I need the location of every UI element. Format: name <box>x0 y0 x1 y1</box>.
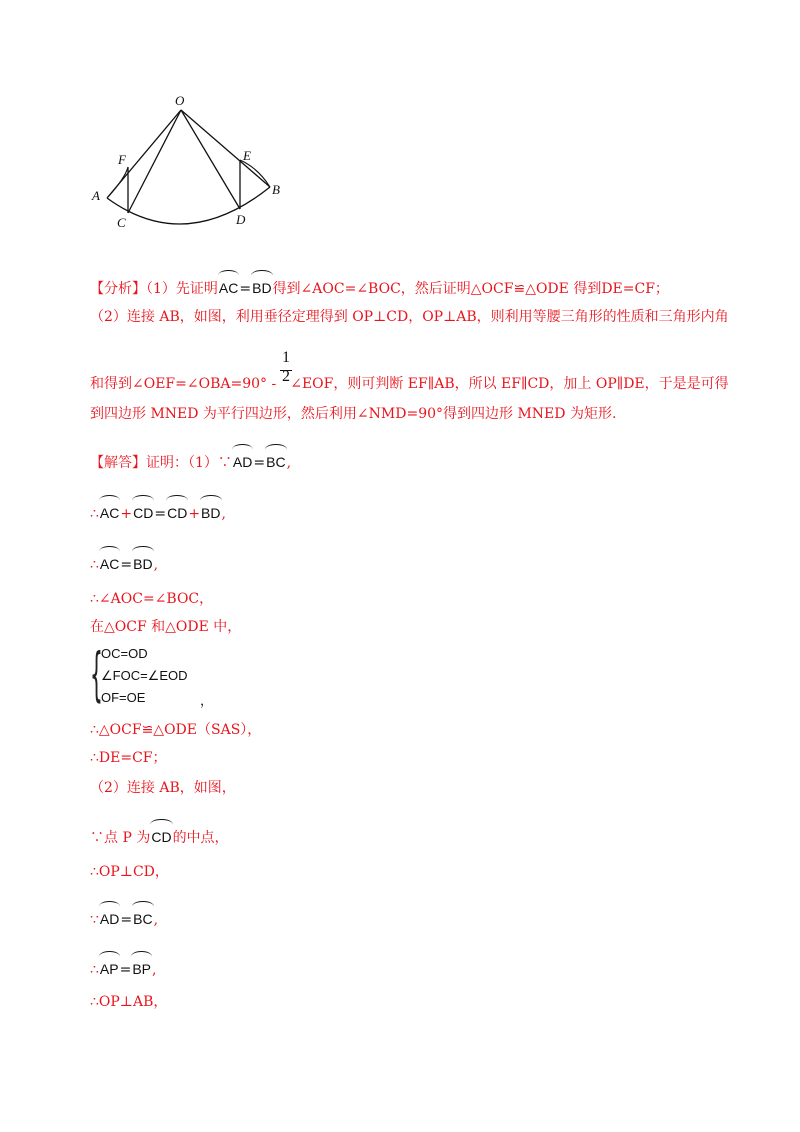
brace-icon: { <box>90 640 103 708</box>
label-A: A <box>92 188 100 203</box>
solution-line-4: ∴∠AOC=∠BOC， <box>90 591 214 607</box>
segment-OC <box>128 110 181 213</box>
solution-line-10: ∴OP⊥CD， <box>90 864 169 880</box>
analysis-line-4: 到四边形 MNED 为平行四边形，然后利用∠NMD=90°得到四边形 MNED 为矩形. <box>90 406 617 422</box>
solution-line-7: ∴DE=CF； <box>90 750 167 766</box>
geometry-figure <box>0 0 800 240</box>
solution-line-1: 【解答】证明：（1）∵AD=BC, <box>90 446 291 473</box>
solution-line-5: 在△OCF 和△ODE 中， <box>90 619 242 635</box>
fraction-denominator: 2 <box>282 368 290 385</box>
label-D: D <box>236 212 246 227</box>
segment-OB <box>181 110 270 187</box>
label-E: E <box>243 148 251 163</box>
solution-line-13: ∴OP⊥AB， <box>90 994 168 1010</box>
label-C: C <box>117 215 126 230</box>
arc-ac: AC <box>219 272 238 298</box>
solution-line-11: ∵AD=BC, <box>90 903 158 930</box>
solution-line-3: ∴AC=BD, <box>90 548 158 575</box>
solution-line-2: ∴AC+CD=CD+BD, <box>90 497 226 524</box>
solution-line-8: （2）连接 AB，如图， <box>90 780 236 796</box>
analysis-line-1: 【分析】（1）先证明AC=BD得到∠AOC=∠BOC，然后证明△OCF≌△ODE 得到DE=CF； <box>90 272 669 299</box>
analysis-tag: 【分析】 <box>90 281 146 297</box>
solution-line-9: ∵点 P 为CD的中点， <box>90 821 229 848</box>
segment-OD <box>181 110 240 209</box>
fraction-numerator: 1 <box>282 349 290 366</box>
solution-tag: 【解答】 <box>90 455 146 471</box>
solution-line-12: ∴AP=BP, <box>90 953 156 980</box>
analysis-line-2: （2）连接 AB，如图，利用垂径定理得到 OP⊥CD，OP⊥AB，则利用等腰三角形的性质和三角形内角 <box>90 309 729 325</box>
label-O: O <box>175 93 185 108</box>
arc-bd: BD <box>252 272 271 298</box>
analysis-line-3: 和得到∠OEF=∠OBA=90° - ∠EOF，则可判断 EF∥AB，所以 EF∥CD，加上 OP∥DE，于是是可得 <box>90 376 729 392</box>
label-B: B <box>272 182 280 197</box>
solution-line-6: ∴△OCF≌△ODE（SAS）， <box>90 722 262 738</box>
label-F: F <box>118 152 126 167</box>
equation-system: { OC=OD ∠FOC=∠EOD OF=OE ， <box>90 640 214 708</box>
